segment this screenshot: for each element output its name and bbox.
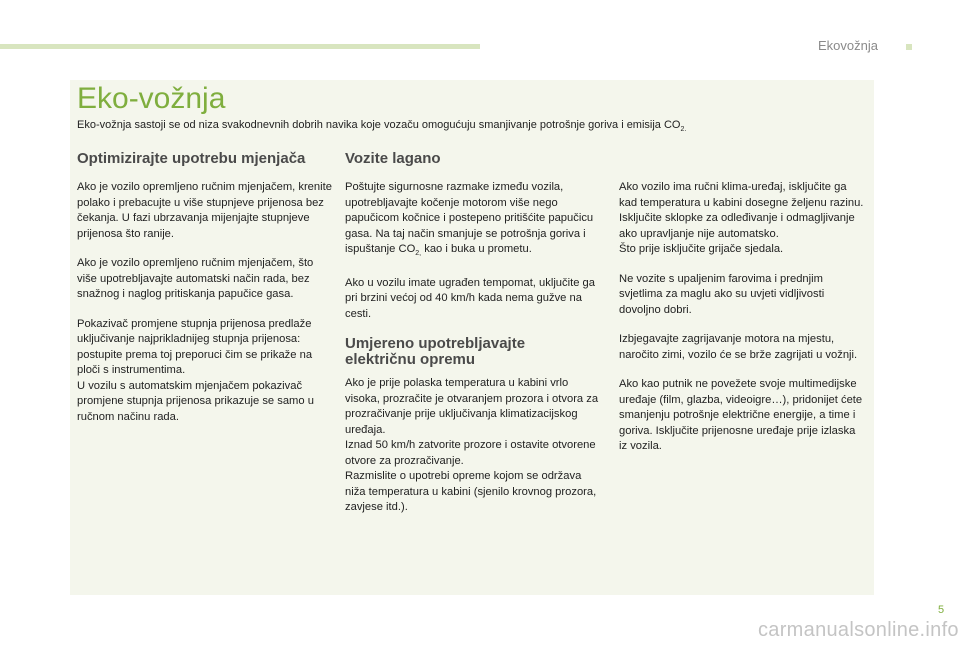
paragraph-multimedia: Ako kao putnik ne povežete svoje multimedijske uređaje (film, glazba, videoigre…), pridonijet ćete smanjenju potrošnje električne energije, a time i goriva. Isključite prijenosne uređaje prije izlaska iz vozila. <box>619 378 863 452</box>
paragraph-gear-indicator: Pokazivač promjene stupnja prijenosa predlaže uključivanje najprikladnijeg stupnja prijenosa: postupite prema toj preporuci čim se prikaže na ploči s instrumentima. U vozilu s automatskim mjenjačem pokazivač promjene stupnja prijenosa prikazuje se samo u ručnom načinu rada. <box>77 317 314 423</box>
section-marker <box>906 44 912 50</box>
paragraph-cruise-control: Ako u vozilu imate ugrađen tempomat, uključite ga pri brzini većoj od 40 km/h kada nema gužve na cesti. <box>345 276 595 320</box>
heading-drive-smoothly: Vozite lagano <box>345 150 441 167</box>
page-number: 5 <box>938 604 945 616</box>
paragraph-engine-warmup: Izbjegavajte zagrijavanje motora na mjestu, naročito zimi, vozilo će se brže zagrijati u vožnji. <box>619 333 858 361</box>
page-title: Eko-vožnja <box>77 82 226 115</box>
paragraph-safe-distance: Poštujte sigurnosne razmake između vozila, upotrebljavajte kočenje motorom više nego papučicom kočnice i postepeno pritišćite papučicu gasa. Na taj način smanjuje se potrošnja goriva i ispuštanje $CO_{2,}$ kao i buka u prometu. <box>345 181 594 258</box>
paragraph-air-conditioning: Ako vozilo ima ručni klima-uređaj, isključite ga kad temperatura u kabini dosegne željenu razinu. Isključite sklopke za odleđivanje i odmagljivanje ako upravljanje nije automatsko. Što prije isključite grijače sjedala. <box>619 181 864 255</box>
paragraph-automatic-mode: Ako je vozilo opremljeno ručnim mjenjačem, što više upotrebljavajte automatski način rada, bez snažnog i naglog pritiskanja papučice gasa. <box>77 257 314 300</box>
column-equipment-tips <box>619 180 864 469</box>
header-accent-bar <box>0 44 480 49</box>
watermark: carmanualsonline.info <box>758 619 959 641</box>
intro-text: Eko-vožnja sastoji se od niza svakodnevnih dobrih navika koje vozaču omogućuju smanjivanje potrošnje goriva i emisija $CO_{2.}$ <box>77 119 687 134</box>
heading-gearbox: Optimizirajte upotrebu mjenjača <box>77 150 306 167</box>
heading-electrical-equipment: Umjereno upotrebljavajte električnu opremu <box>345 335 526 369</box>
paragraph-headlights: Ne vozite s upaljenim farovima i prednjim svjetlima za maglu ako su uvjeti vidljivosti dovoljno dobri. <box>619 272 825 316</box>
section-label: Ekovožnja <box>818 38 878 53</box>
column-driving <box>345 151 600 530</box>
paragraph-ventilation: Ako je prije polaska temperatura u kabini vrlo visoka, prozračite je otvaranjem prozora i otvora za prozračivanje prije uključivanja klimatizacijskog uređaja. Iznad 50 km/h zatvorite prozore i ostavite otvorene otvore za prozračivanje. Razmislite o upotrebi opreme kojom se održava niža temperatura u kabini (sjenilo krovnog prozora, zavjese itd.). <box>345 377 599 514</box>
column-gearbox <box>77 151 335 439</box>
paragraph-manual-gearbox: Ako je vozilo opremljeno ručnim mjenjačem, krenite polako i prebacujte u više stupnjeve prijenosa bez čekanja. U fazi ubrzavanja mijenjajte stupnjeve prijenosa što ranije. <box>77 181 332 240</box>
